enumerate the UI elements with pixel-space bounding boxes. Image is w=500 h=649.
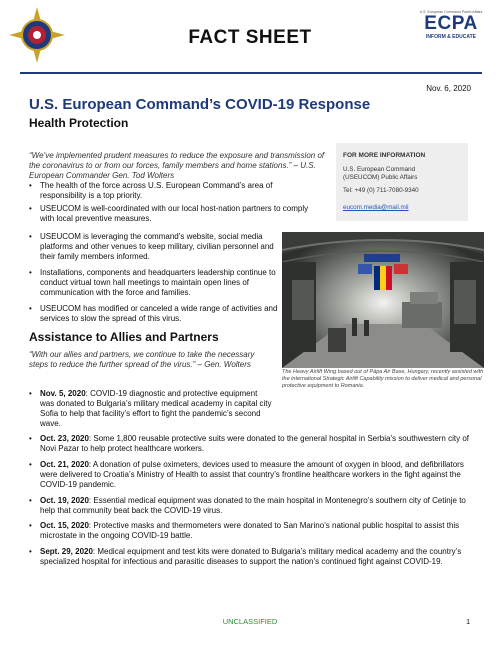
section-heading-health: Health Protection xyxy=(29,116,129,130)
logo-small-text: U.S. European Command Public Affairs xyxy=(419,10,483,14)
item-text: : Medical equipment and test kits were donated to Bulgaria’s military medical academy and the country’s specialized hospital for infectious and parasitic diseases to support the nation’s continued fight against COVID-19. xyxy=(40,547,462,566)
list-item xyxy=(40,496,480,516)
aircraft-cargo-photo xyxy=(282,232,484,368)
contact-org-line1: U.S. European Command xyxy=(343,166,416,173)
classification-label: UNCLASSIFIED xyxy=(222,617,278,626)
item-date: Oct. 15, 2020 xyxy=(40,521,89,530)
list-item xyxy=(40,389,272,429)
logo-tagline: INFORM & EDUCATE xyxy=(426,34,476,40)
section-heading-assistance: Assistance to Allies and Partners xyxy=(29,330,219,344)
list-item xyxy=(40,460,480,490)
item-date: Oct. 23, 2020 xyxy=(40,434,89,443)
document-title: U.S. European Command’s COVID-19 Response xyxy=(29,96,371,113)
document-date: Nov. 6, 2020 xyxy=(426,84,471,93)
assistance-quote: “With our allies and partners, we continue to take the necessary steps to reduce the further spread of the virus.” – Gen. Wolters xyxy=(29,350,255,369)
item-text: : Essential medical equipment was donated to the main hospital in Montenegro’s southern city of Cetinje to help that community beat back the COVID-19 virus. xyxy=(40,496,466,515)
item-date: Nov. 5, 2020 xyxy=(40,389,86,398)
item-date: Oct. 19, 2020 xyxy=(40,496,89,505)
logo-name: ECPA xyxy=(424,13,478,34)
item-text: : Protective masks and thermometers were donated to San Marino’s national public hospital to assist this microstate in the ongoing COVID-19 battle. xyxy=(40,521,460,540)
list-item: • USEUCOM is leveraging the command’s website, social media platforms and other venues to keep military, civilian personnel and their family members informed. xyxy=(40,232,280,262)
list-item: • USEUCOM has modified or canceled a wide range of activities and services to slow the spread of this virus. xyxy=(40,304,280,324)
list-item: • Installations, components and headquarters leadership continue to conduct virtual town hall meetings to maintain open lines of communication with the force and families. xyxy=(40,268,280,298)
ecpa-logo xyxy=(414,10,488,56)
header-divider xyxy=(20,72,482,74)
photo-caption: The Heavy Airlift Wing based out of Pápa Air Base, Hungary, recently assisted with the international Strategic Airlift Capability mission to deliver medical and personal protective equipment to Romania. xyxy=(282,369,484,389)
list-item: • USEUCOM is well-coordinated with our local host-nation partners to comply with local preventive measures. xyxy=(40,204,318,224)
contact-info-box xyxy=(336,143,468,221)
health-quote: “We’ve implemented prudent measures to reduce the exposure and transmission of the coronavirus to or from our forces, family members and home stations.” – U.S. European Commander Gen. Tod Wolters xyxy=(29,151,325,180)
contact-box-title: FOR MORE INFORMATION xyxy=(343,152,426,159)
contact-phone: Tel: +49 (0) 711-7080-9340 xyxy=(343,187,419,194)
list-item xyxy=(40,434,480,454)
list-item: • The health of the force across U.S. European Command’s area of responsibility is a top priority. xyxy=(40,181,318,201)
item-text: : Some 1,800 reusable protective suits were donated to the general hospital in Serbia’s southwestern city of Novi Pazar to help protect healthcare workers. xyxy=(40,434,469,453)
list-item xyxy=(40,547,480,567)
contact-org-line2: (USEUCOM) Public Affairs xyxy=(343,174,418,181)
page-header-title: FACT SHEET xyxy=(188,27,312,48)
list-item xyxy=(40,521,480,541)
item-text: : A donation of pulse oximeters, devices used to measure the amount of oxygen in blood, and defibrillators were delivered to Croatia’s Ministry of Health to assist that country’s frontline healthcare workers in the fight against the COVID-19 pandemic. xyxy=(40,460,464,489)
item-date: Oct. 21, 2020 xyxy=(40,460,89,469)
contact-email-link[interactable]: eucom.media@mail.mil xyxy=(343,204,409,211)
item-date: Sept. 29, 2020 xyxy=(40,547,93,556)
page-number: 1 xyxy=(466,617,471,626)
item-text: : COVID-19 diagnostic and protective equipment was donated to Bulgaria’s military medical academy in capital city Sofia to help that facility’s effort to fight the pandemic’s second wave. xyxy=(40,389,272,428)
